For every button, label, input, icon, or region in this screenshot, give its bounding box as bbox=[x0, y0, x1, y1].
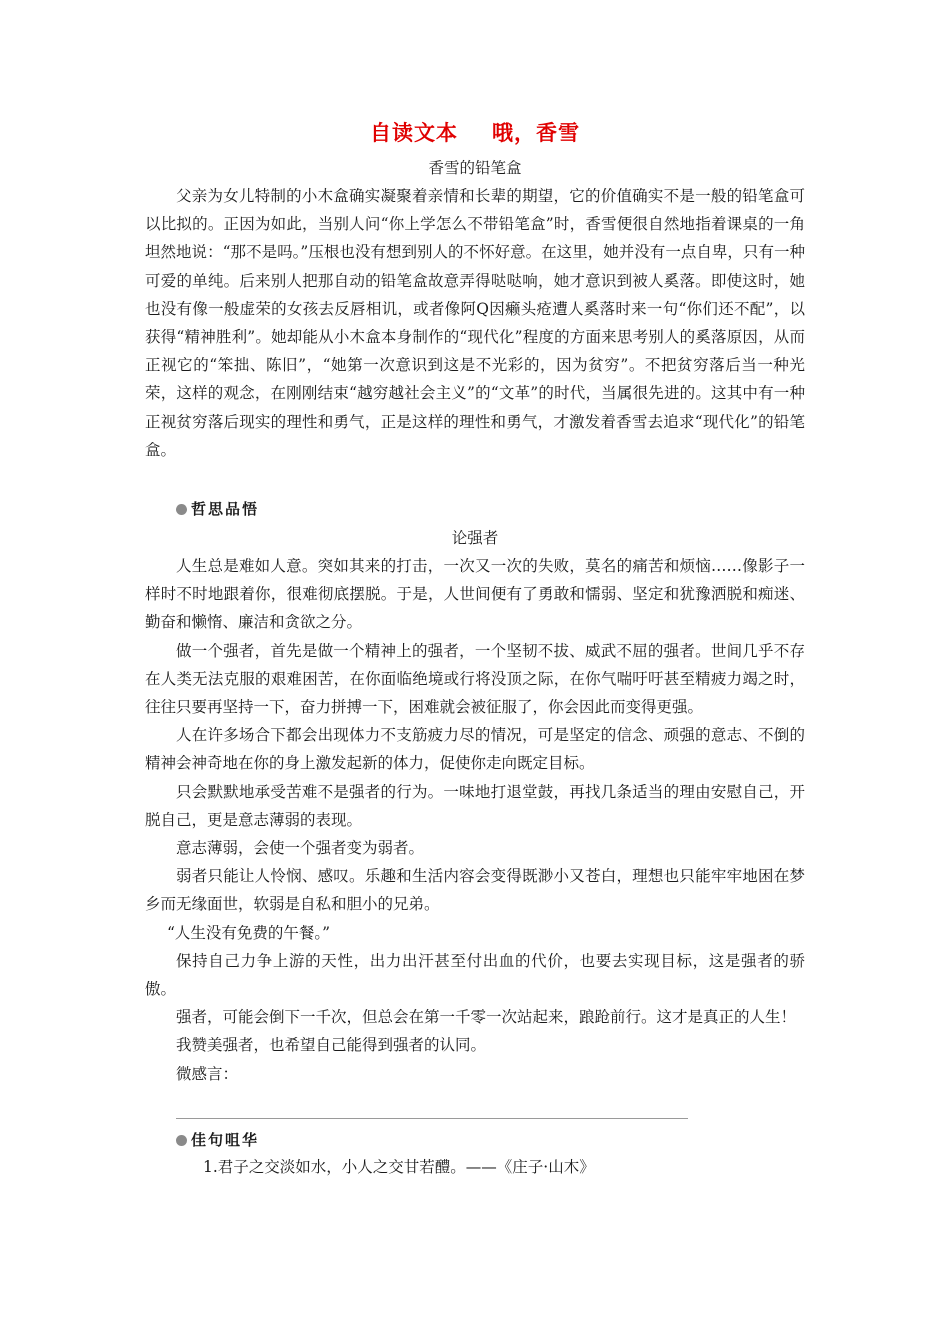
article-subtitle: 香雪的铅笔盒 bbox=[428, 159, 522, 177]
section-heading-jiaju: 佳句咀华 bbox=[145, 1127, 805, 1153]
essay-paragraph: 弱者只能让人怜悯、感叹。乐趣和生活内容会变得既渺小又苍白，理想也只能牢牢地困在梦乡而无缘面世，软弱是自私和胆小的兄弟。 bbox=[145, 867, 805, 914]
section-heading-zhesi: 哲思品悟 bbox=[145, 496, 805, 522]
title-right: 哦，香雪 bbox=[492, 121, 580, 145]
essay-paragraph: 只会默默地承受苦难不是强者的行为。一味地打退堂鼓，再找几条适当的理由安慰自己，开脱自己，更是意志薄弱的表现。 bbox=[145, 782, 805, 829]
title-left: 自读文本 bbox=[370, 121, 458, 145]
essay-paragraph: 强者，可能会倒下一千次，但总会在第一千零一次站起来，踉跄前行。这才是真正的人生！ bbox=[176, 1008, 797, 1027]
bullet-dot-icon bbox=[176, 504, 187, 515]
page-title bbox=[145, 118, 805, 148]
document-body bbox=[145, 118, 805, 1181]
essay-subtitle: 论强者 bbox=[451, 529, 499, 548]
quote-item: 1.君子之交淡如水，小人之交甘若醴。——《庄子·山木》 bbox=[203, 1157, 595, 1176]
essay-paragraph: 人生总是难如人意。突如其来的打击，一次又一次的失败，莫名的痛苦和烦恼……像影子一样时不时地跟着你，很难彻底摆脱。于是，人世间便有了勇敢和懦弱、坚定和犹豫洒脱和痴迷、勤奋和懒惰、廉洁和贪欲之分。 bbox=[145, 557, 805, 632]
essay-paragraph: 做一个强者，首先是做一个精神上的强者，一个坚韧不拔、威武不屈的强者。世间几乎不存在人类无法克服的艰难困苦，在你面临绝境或行将没顶之际，在你气喘吁吁甚至精疲力竭之时，往往只要再坚持一下，奋力拼搏一下，困难就会被征服了，你会因此而变得更强。 bbox=[145, 641, 805, 717]
essay-paragraph: “人生没有免费的午餐。” bbox=[167, 923, 331, 942]
article-paragraph: 父亲为女儿特制的小木盒确实凝聚着亲情和长辈的期望，它的价值确实不是一般的铅笔盒可以比拟的。正因为如此，当别人问“你上学怎么不带铅笔盒”时，香雪便很自然地指着课桌的一角坦然地说：“那不是吗。”压根也没有想到别人的不怀好意。在这里，她并没有一点自卑，只有一种可爱的单纯。后来别人把那自动的铅笔盒故意弄得哒哒响，她才意识到被人奚落。即使这时，她也没有像一般虚荣的女孩去反唇相讥，或者像阿Q因癞头疮遭人奚落时来一句“你们还不配”，以获得“精神胜利”。她却能从小木盒本身制作的“现代化”程度的方面来思考别人的奚落原因，从而正视它的“笨拙、陈旧”，“她第一次意识到这是不光彩的，因为贫穷”。不把贫穷落后当一种光荣，这样的观念，在刚刚结束“越穷越社会主义”的“文革”的时代，当属很先进的。这其中有一种正视贫穷落后现实的理性和勇气，正是这样的理性和勇气，才激发着香雪去追求“现代化”的铅笔盒。 bbox=[145, 187, 805, 459]
essay-paragraph: 意志薄弱，会使一个强者变为弱者。 bbox=[176, 839, 425, 858]
bullet-dot-icon bbox=[176, 1135, 187, 1146]
essay-paragraph: 保持自己力争上游的天性，出力出汗甚至付出血的代价，也要去实现目标，这是强者的骄傲。 bbox=[145, 951, 805, 999]
reflection-label: 微感言： bbox=[176, 1064, 239, 1083]
essay-paragraph: 人在许多场合下都会出现体力不支筋疲力尽的情况，可是坚定的信念、顽强的意志、不倒的精神会神奇地在你的身上激发起新的体力，促使你走向既定目标。 bbox=[145, 726, 805, 773]
essay-paragraph: 我赞美强者，也希望自己能得到强者的认同。 bbox=[176, 1036, 487, 1055]
